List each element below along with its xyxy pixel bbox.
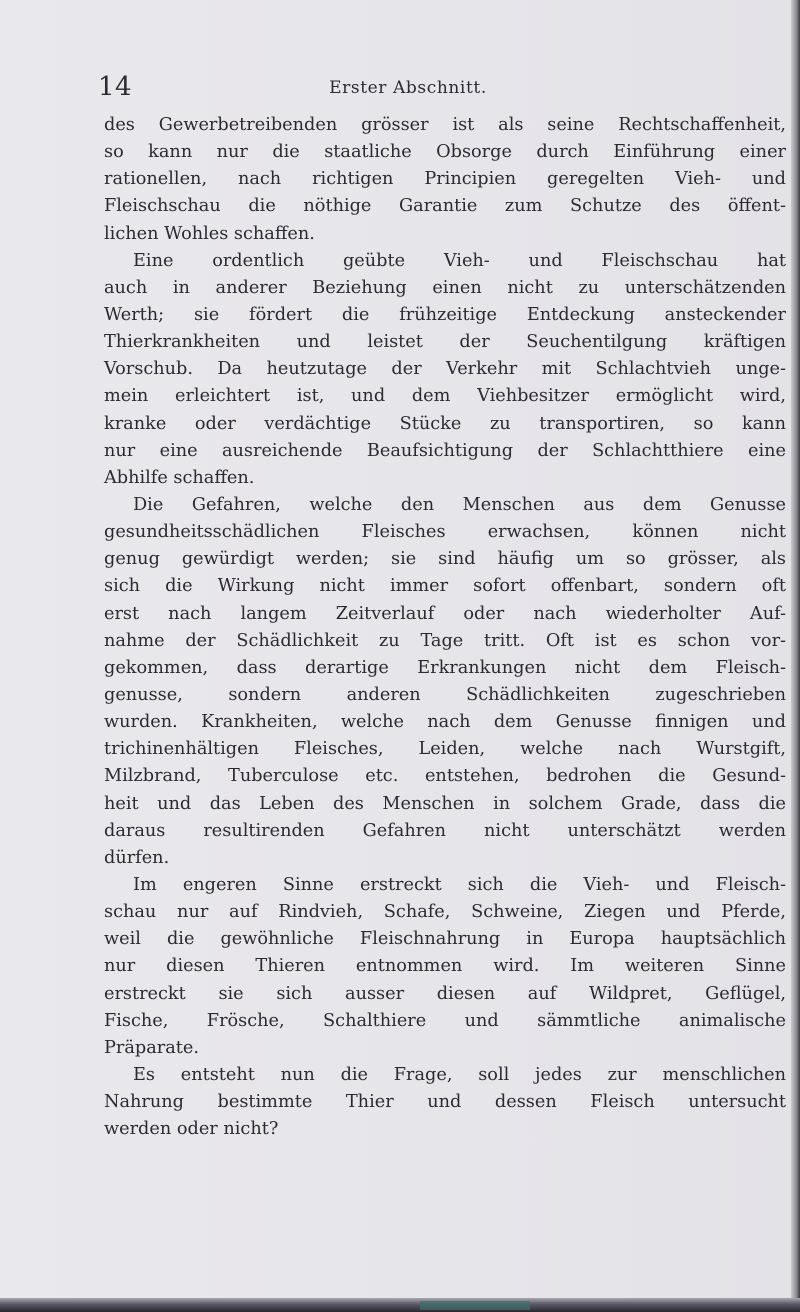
text-line: Die Gefahren, welche den Menschen aus dem Genusse <box>133 494 786 515</box>
text-line: Im engeren Sinne erstreckt sich die Vieh- und Fleisch- <box>133 874 786 895</box>
text-line: Thierkrankheiten und leistet der Seuchentilgung kräftigen <box>104 332 786 353</box>
text-line: gekommen, dass derartige Erkrankungen nicht dem Fleisch- <box>104 657 786 678</box>
text-line: Abhilfe schaffen. <box>104 467 255 488</box>
text-line: so kann nur die staatliche Obsorge durch Einführung einer <box>104 142 786 163</box>
text-line: rationellen, nach richtigen Principien geregelten Vieh- und <box>104 169 786 190</box>
text-line: kranke oder verdächtige Stücke zu transportiren, so kann <box>104 413 786 434</box>
text-line: werden oder nicht? <box>104 1119 279 1140</box>
text-line: schau nur auf Rindvieh, Schafe, Schweine, Ziegen und Pferde, <box>104 902 786 923</box>
text-line: gesundheitsschädlichen Fleisches erwachsen, können nicht <box>104 522 786 543</box>
text-line: nahme der Schädlichkeit zu Tage tritt. Oft ist es schon vor- <box>104 630 786 651</box>
text-line: Fleischschau die nöthige Garantie zum Schutze des öffent- <box>104 196 786 217</box>
running-head: Erster Abschnitt. <box>329 78 487 98</box>
text-line: daraus resultirenden Gefahren nicht unterschätzt werden <box>104 820 786 841</box>
text-line: trichinenhältigen Fleisches, Leiden, welche nach Wurstgift, <box>104 739 786 760</box>
body-text <box>104 112 786 1143</box>
text-line: nur eine ausreichende Beaufsichtigung der Schlachtthiere eine <box>104 440 786 461</box>
text-line: erstreckt sie sich ausser diesen auf Wildpret, Geflügel, <box>104 983 786 1004</box>
text-line: Präparate. <box>104 1037 199 1058</box>
text-line: nur diesen Thieren entnommen wird. Im weiteren Sinne <box>104 956 786 977</box>
text-line: weil die gewöhnliche Fleischnahrung in Europa hauptsächlich <box>104 929 786 950</box>
page-edge-shadow <box>791 0 800 1312</box>
text-line: Es entsteht nun die Frage, soll jedes zur menschlichen <box>133 1064 786 1085</box>
text-line: auch in anderer Beziehung einen nicht zu unterschätzenden <box>104 277 786 298</box>
text-line: sich die Wirkung nicht immer sofort offenbart, sondern oft <box>104 576 786 597</box>
text-line: lichen Wohles schaffen. <box>104 223 315 244</box>
bottom-scan-border <box>0 1298 800 1312</box>
text-line: Eine ordentlich geübte Vieh- und Fleischschau hat <box>133 250 786 271</box>
text-line: mein erleichtert ist, und dem Viehbesitzer ermöglicht wird, <box>104 386 786 407</box>
text-line: Fische, Frösche, Schalthiere und sämmtliche animalische <box>104 1010 786 1031</box>
text-line: heit und das Leben des Menschen in solchem Grade, dass die <box>104 793 786 814</box>
text-line: genusse, sondern anderen Schädlichkeiten zugeschrieben <box>104 684 786 705</box>
page-number: 14 <box>98 72 133 102</box>
text-line: genug gewürdigt werden; sie sind häufig um so grösser, als <box>104 549 786 570</box>
text-line: dürfen. <box>104 847 170 868</box>
text-line: Milzbrand, Tuberculose etc. entstehen, bedrohen die Gesund- <box>104 766 786 787</box>
text-line: Vorschub. Da heutzutage der Verkehr mit Schlachtvieh unge- <box>104 359 786 380</box>
text-line: erst nach langem Zeitverlauf oder nach wiederholter Auf- <box>104 603 786 624</box>
text-line: des Gewerbetreibenden grösser ist als seine Rechtschaffenheit, <box>104 115 786 135</box>
text-line: wurden. Krankheiten, welche nach dem Genusse finnigen und <box>104 712 786 733</box>
text-line: Werth; sie fördert die frühzeitige Entdeckung ansteckender <box>104 304 786 325</box>
bottom-scan-mark <box>420 1301 530 1310</box>
text-line: Nahrung bestimmte Thier und dessen Fleisch untersucht <box>104 1092 786 1113</box>
